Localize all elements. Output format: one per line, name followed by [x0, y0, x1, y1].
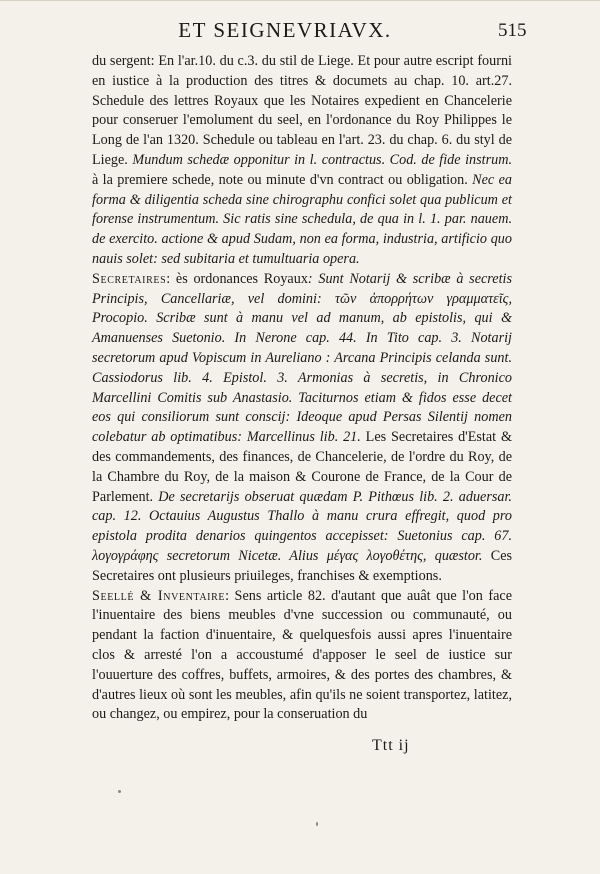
latin-citation: De secretarijs obseruat quædam P. Pithœus lib. 2. aduersar. cap. 12. Octauius Augustus Thallo à manu crura effregit, quod pro epistola prodita denarios quingentos accepisset: Suetonius cap. 67. λογογράφης secretorum Nicetæ. Alius μέγας λογοθέτης, quæstor.: [92, 488, 512, 564]
paragraph: [92, 52, 512, 270]
entry-heading: Seellé & Inventaire: [92, 587, 226, 604]
french-text: Ces Secretaires ont plusieurs priuileges, franchises & exemptions.: [92, 547, 513, 584]
latin-citation: Nec ea forma & diligentia scheda sine chirographu confici solet qua publicum et forense instrumentum. Sic ratis sine schedula, de qua in l. 1. par. nauem. de exercito. actione & apud Sudam, non ea forma, industria, artificio quo nauis solet: sed subitaria et tumultuaria opera.: [92, 171, 513, 267]
french-text: à la premiere schede, note ou minute d'vn contract ou obligation.: [92, 171, 473, 188]
page-number: 515: [498, 20, 527, 41]
signature-mark: Ttt ij: [372, 737, 410, 754]
french-text: du sergent: En l'ar.10. du c.3. du stil de Liege. Et pour autre escript fourni en iustice à la production des titres & documets au chap. 10. art.27. Schedule des lettres Royaux que les Notaires expedient en Chancelerie pour conseruer l'emolument du seel, en l'ordonance du Roy Philippes le Long de l'an 1320. Schedule ou tableau en l'art. 23. du chap. 6. du styl de Liege.: [92, 53, 512, 168]
paragraph: [92, 587, 512, 726]
page-body: [92, 52, 512, 725]
paragraph: [92, 270, 512, 587]
paper-speck: [118, 790, 121, 793]
latin-citation: : Sunt Notarij & scribæ à secretis Principis, Cancellariæ, vel domini: τῶν ἀπορρήτων γραμματεῖς, Procopio. Scribæ sunt à manu vel ad manum, ab epistolis, qui & Amanuenses Suetonio. In Nerone cap. 44. In Tito cap. 3. Notarij secretorum apud Vopiscum in Aureliano : Arcana Principis celanda sunt. Cassiodorus lib. 4. Epistol. 3. Armonias à secretis, in Chronico Marcellini Comitis sub Anastasio. Taciturnos etiam & fidos esse decet eos qui consiliorum sunt conscij: Ideoque apud Persas Silentij nomen colebatur ab optimatibus: Marcellinus lib. 21.: [92, 270, 512, 446]
page-top-edge: [0, 0, 600, 1]
french-text: Les Secretaires d'Estat & des commandements, des finances, de Chancelerie, de l'ordre du Roy, de la Chambre du Roy, de la maison & Courone de France, de la Cour de Parlement.: [92, 429, 512, 505]
page-header: [0, 18, 600, 48]
french-text: : Sens article 82. d'autant que auât que l'on face l'inuentaire des biens meubles d'vne succession ou communauté, ou pendant la faction d'inuentaire, & quelquesfois aussi apres l'inuentaire clos & arresté l'on a accoustumé d'apposer le seel de iustice sur l'ouuerture des coffres, buffets, armoires, & des portes des chambres, & d'autres lieux où sont les meubles, afin qu'ils ne soient transportez, latitez, ou changez, ou empirez, pour la conseruation du: [92, 587, 512, 723]
entry-heading: Secretaires: [92, 270, 167, 287]
french-text: : ès ordonances Royaux: [166, 270, 308, 287]
latin-citation: Mundum schedæ opponitur in l. contractus. Cod. de fide instrum.: [132, 151, 512, 168]
running-title: ET SEIGNEVRIAVX.: [178, 18, 392, 42]
paper-speck: [316, 822, 318, 826]
